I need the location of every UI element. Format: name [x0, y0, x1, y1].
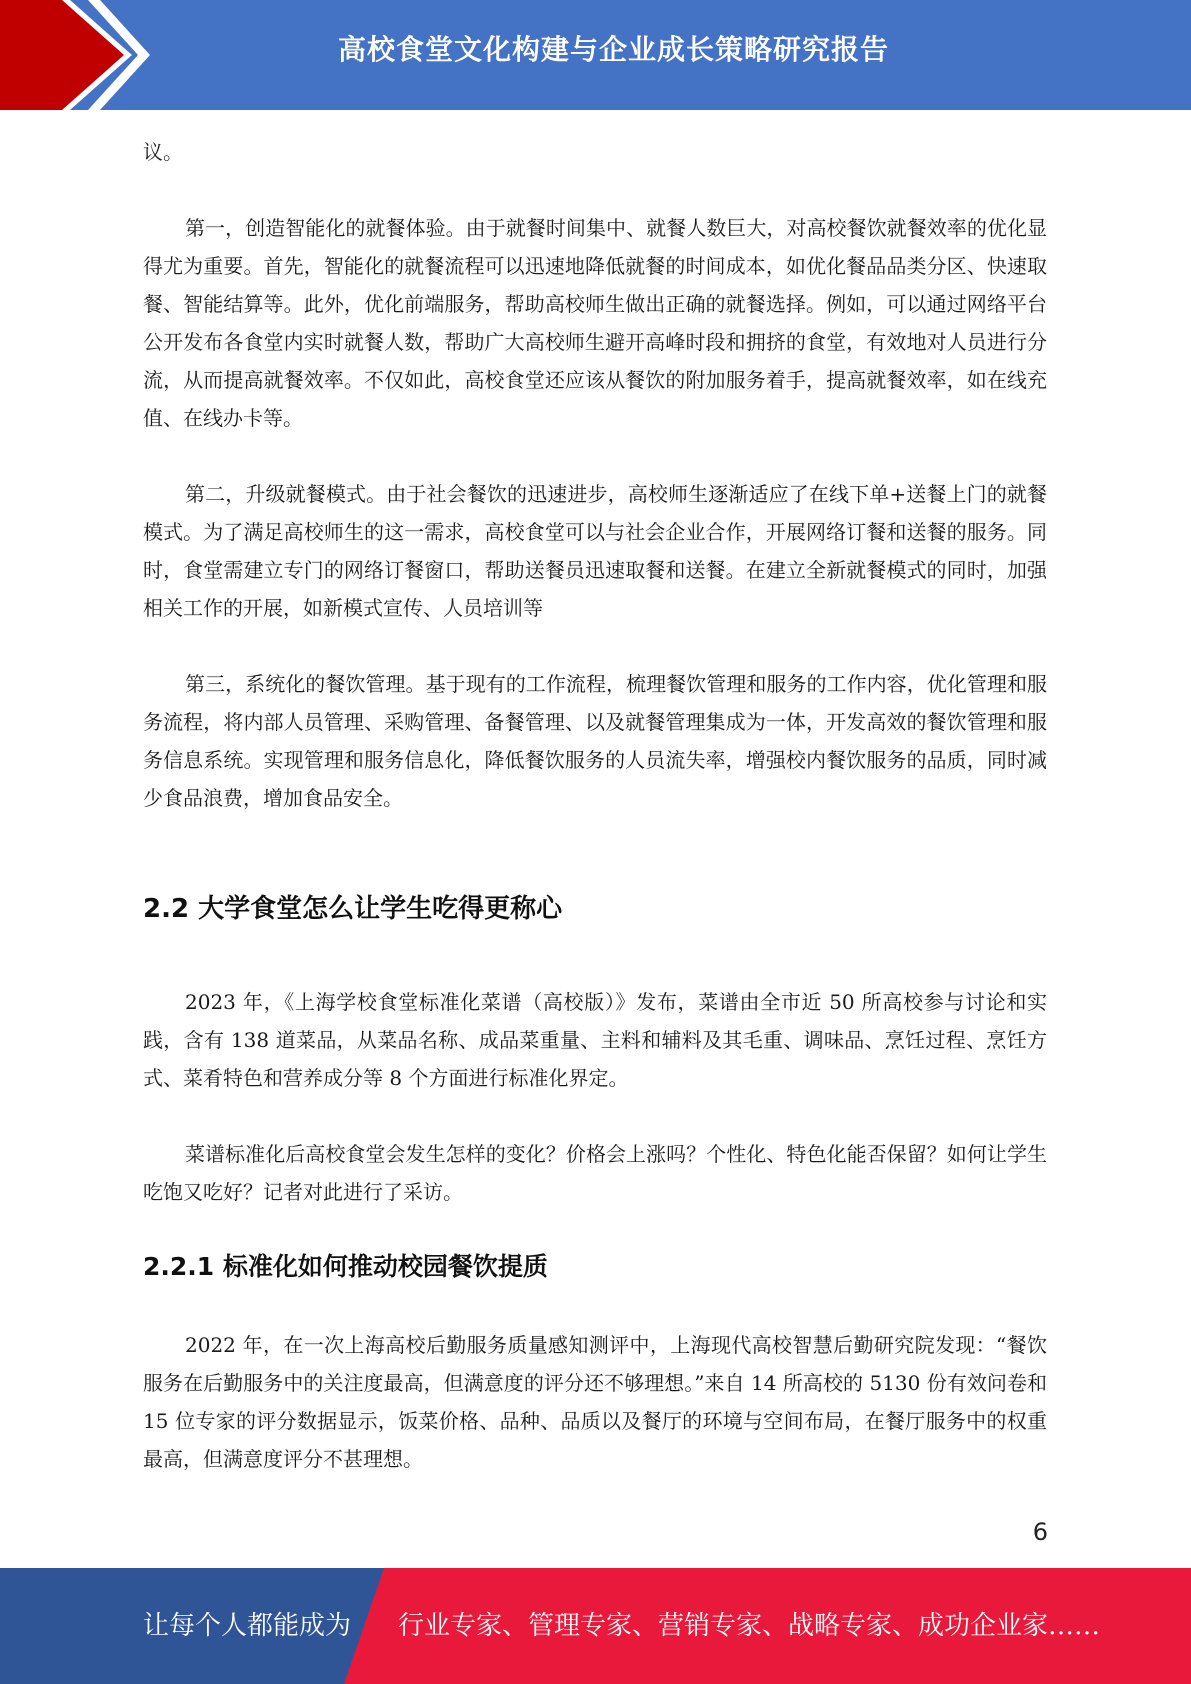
page-number: 6 — [1032, 1518, 1048, 1546]
section-2-2-body — [143, 983, 1047, 1211]
paragraph-survey: 2022 年，在一次上海高校后勤服务质量感知测评中，上海现代高校智慧后勤研究院发现：“餐饮服务在后勤服务中的关注度最高，但满意度的评分还不够理想。”来自 14 所高校的 5130 份有效问卷和 15 位专家的评分数据显示，饭菜价格、品种、品质以及餐厅的环境与空间布局，在餐厅服务中的权重最高，但满意度评分不甚理想。 — [143, 1333, 1047, 1471]
paragraph-questions: 菜谱标准化后高校食堂会发生怎样的变化？价格会上涨吗？个性化、特色化能否保留？如何让学生吃饱又吃好？记者对此进行了采访。 — [143, 1142, 1047, 1204]
paragraph-first-point: 第一，创造智能化的就餐体验。由于就餐时间集中、就餐人数巨大，对高校餐饮就餐效率的优化显得尤为重要。首先，智能化的就餐流程可以迅速地降低就餐的时间成本，如优化餐品品类分区、快速取餐、智能结算等。此外，优化前端服务，帮助高校师生做出正确的就餐选择。例如，可以通过网络平台公开发布各食堂内实时就餐人数，帮助广大高校师生避开高峰时段和拥挤的食堂，有效地对人员进行分流，从而提高就餐效率。不仅如此，高校食堂还应该从餐饮的附加服务着手，提高就餐效率，如在线充值、在线办卡等。 — [143, 216, 1047, 430]
footer-slogan-left: 让每个人都能成为 — [143, 1611, 352, 1641]
page-header — [0, 0, 1191, 110]
header-title: 高校食堂文化构建与企业成长策略研究报告 — [337, 33, 889, 66]
page-footer — [0, 1568, 1191, 1684]
paragraph-second-point: 第二，升级就餐模式。由于社会餐饮的迅速进步，高校师生逐渐适应了在线下单+送餐上门的就餐模式。为了满足高校师生的这一需求，高校食堂可以与社会企业合作，开展网络订餐和送餐的服务。同时，食堂需建立专门的网络订餐窗口，帮助送餐员迅速取餐和送餐。在建立全新就餐模式的同时，加强相关工作的开展，如新模式宣传、人员培训等 — [143, 482, 1047, 620]
footer-slogan-right: 行业专家、管理专家、营销专家、战略专家、成功企业家…… — [398, 1611, 1101, 1641]
subsection-heading-2-2-1: 2.2.1 标准化如何推动校园餐饮提质 — [143, 1252, 548, 1281]
paragraph-continuation: 议。 — [143, 140, 183, 164]
paragraph-third-point: 第三，系统化的餐饮管理。基于现有的工作流程，梳理餐饮管理和服务的工作内容，优化管理和服务流程，将内部人员管理、采购管理、备餐管理、以及就餐管理集成为一体，开发高效的餐饮管理和服务信息系统。实现管理和服务信息化，降低餐饮服务的人员流失率，增强校内餐饮服务的品质，同时减少食品浪费，增加食品安全。 — [143, 672, 1047, 810]
paragraph-menu-standard: 2023 年，《上海学校食堂标准化菜谱（高校版）》发布，菜谱由全市近 50 所高校参与讨论和实践，含有 138 道菜品，从菜品名称、成品菜重量、主料和辅料及其毛重、调味品、烹饪过程、烹饪方式、菜肴特色和营养成分等 8 个方面进行标准化界定。 — [143, 990, 1047, 1090]
section-heading-2-2: 2.2 大学食堂怎么让学生吃得更称心 — [143, 894, 563, 924]
subsection-2-2-1-body — [143, 1326, 1047, 1478]
document-body — [143, 133, 1047, 817]
